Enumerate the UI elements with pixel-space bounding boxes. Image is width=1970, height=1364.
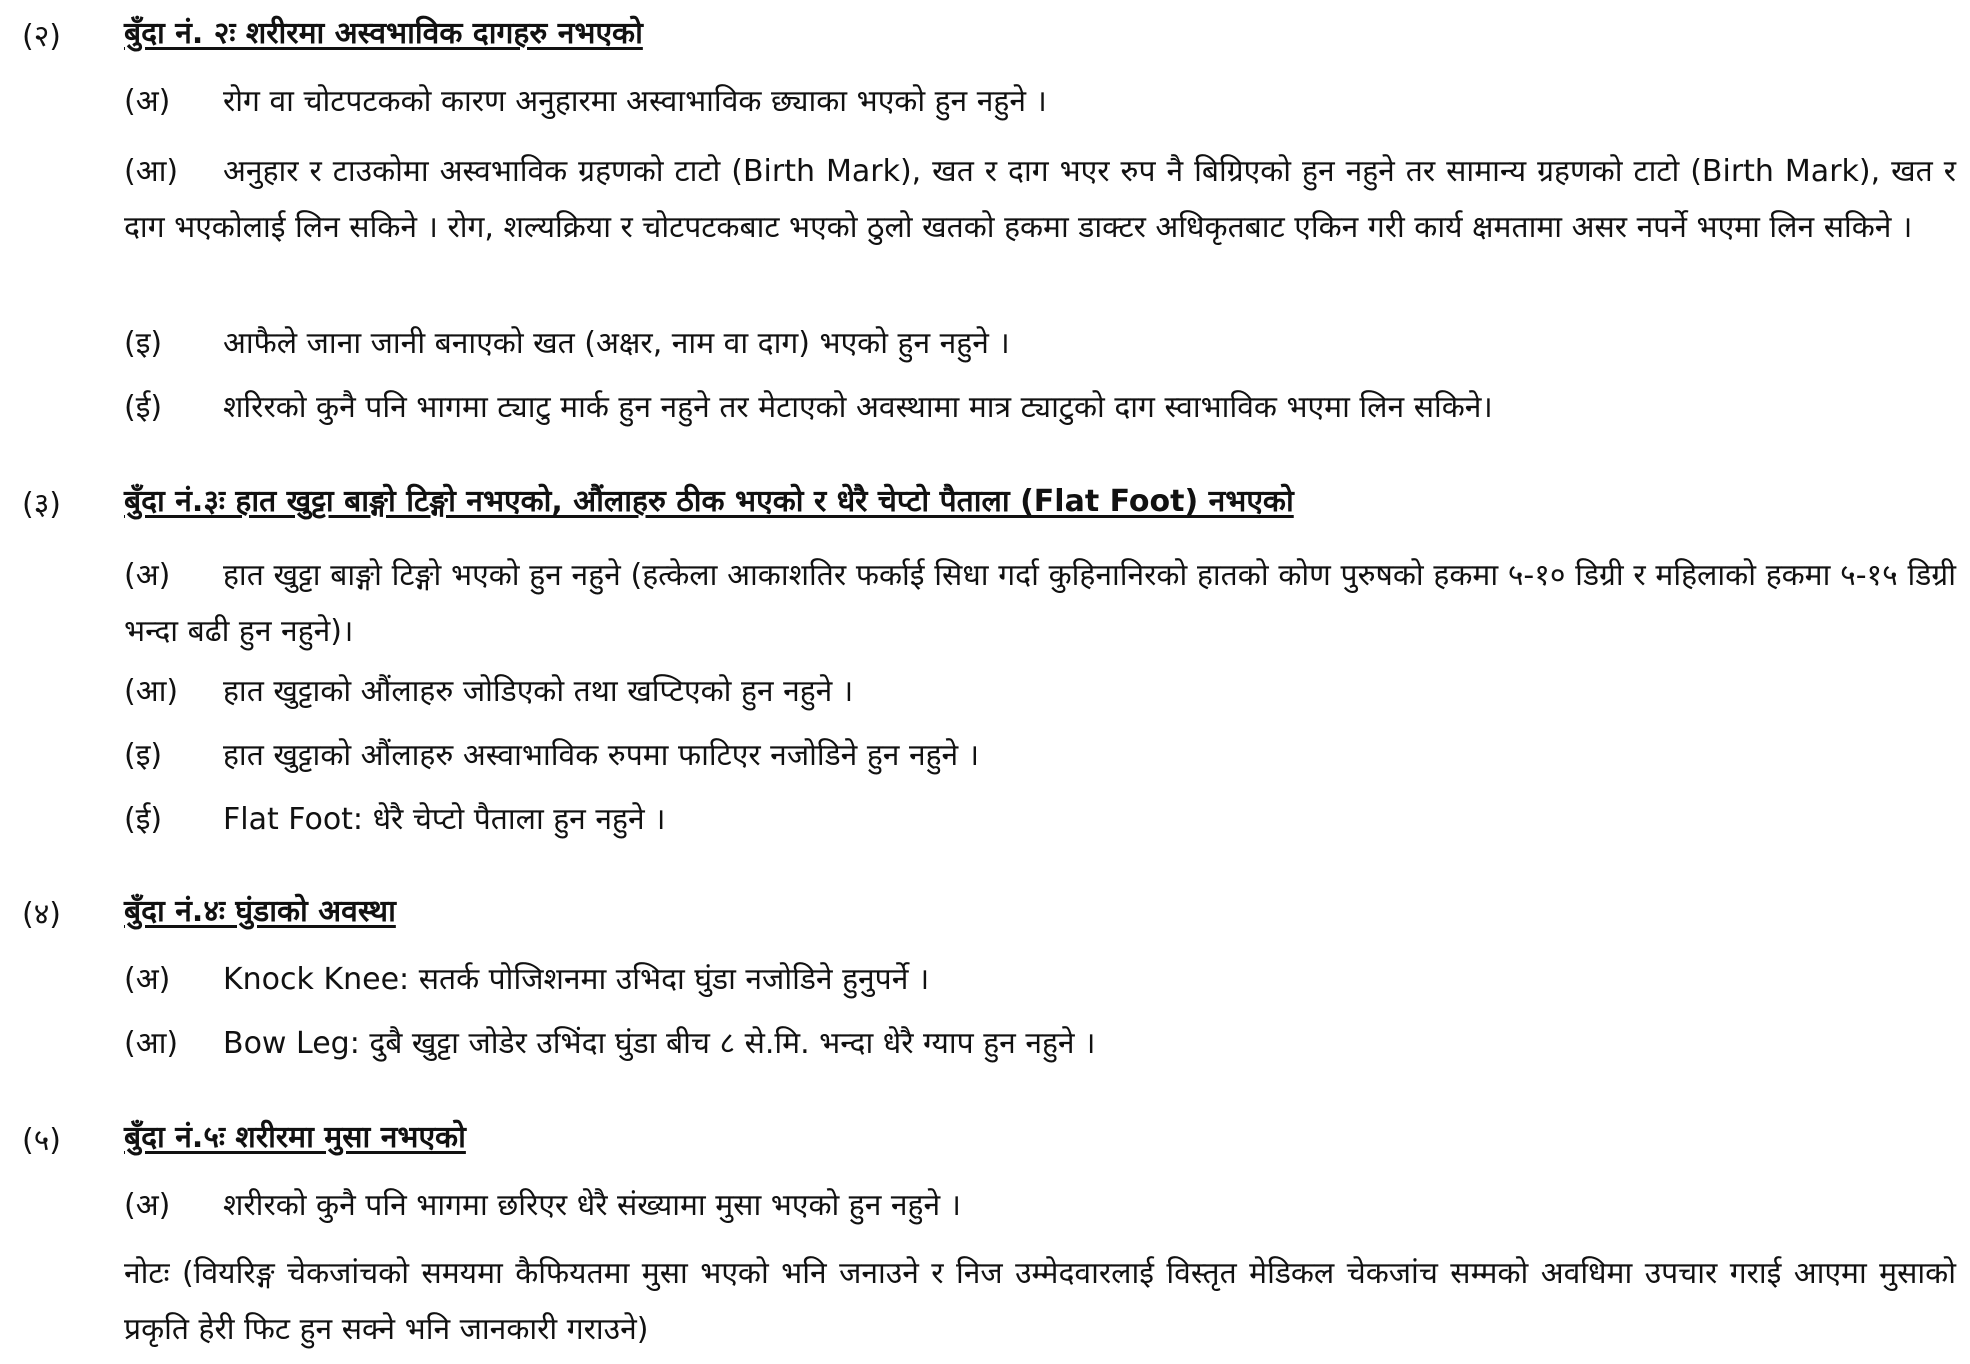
list-item xyxy=(124,1024,1949,1064)
item-text: शरीरको कुनै पनि भागमा छरिएर धेरै संख्यामा मुसा भएको हुन नहुने । xyxy=(223,1188,962,1223)
section-title: बुँदा नं.४ः घुंडाको अवस्था xyxy=(124,894,396,929)
note-text: नोटः (वियरिङ्ग चेकजांचको समयमा कैफियतमा मुसा भएको भनि जनाउने र निज उम्मेदवारलाई विस्तृत मेडिकल चेकजांच सम्मको अवधिमा उपचार गराई आएमा मुसाको प्रकृति हेरी फिट हुन सक्ने भनि जानकारी गराउने) xyxy=(124,1256,1956,1347)
section-number: (३) xyxy=(22,487,62,522)
item-label: (इ) xyxy=(124,326,163,361)
item-text: Flat Foot: धेरै चेप्टो पैताला हुन नहुने । xyxy=(223,802,666,837)
item-label: (अ) xyxy=(124,962,171,997)
list-item xyxy=(124,144,1956,256)
item-text: आफैले जाना जानी बनाएको खत (अक्षर, नाम वा दाग) भएको हुन नहुने । xyxy=(223,326,1010,361)
section-title: बुँदा नं.३ः हात खुट्टा बाङ्गो टिङ्गो नभएको, औंलाहरु ठीक भएको र धेरै चेप्टो पैताला (Flat Foot) नभएको xyxy=(124,484,1294,519)
item-text: शरिरको कुनै पनि भागमा ट्याटु मार्क हुन नहुने तर मेटाएको अवस्थामा मात्र ट्याटुको दाग स्वाभाविक भएमा लिन सकिने। xyxy=(223,390,1493,425)
item-label: (अ) xyxy=(124,1188,171,1223)
item-label: (आ) xyxy=(124,1026,179,1061)
list-item xyxy=(124,1186,1949,1226)
list-item xyxy=(124,388,1949,428)
section-2 xyxy=(0,14,1970,54)
item-text: हात खुट्टाको औंलाहरु अस्वाभाविक रुपमा फाटिएर नजोडिने हुन नहुने । xyxy=(223,738,980,773)
item-label: (अ) xyxy=(124,558,171,593)
item-text: हात खुट्टाको औंलाहरु जोडिएको तथा खप्टिएको हुन नहुने । xyxy=(223,674,854,709)
item-label: (अ) xyxy=(124,84,171,119)
section-5 xyxy=(0,1118,1970,1158)
list-item xyxy=(124,324,1949,364)
list-item xyxy=(124,548,1956,660)
section-number: (४) xyxy=(22,897,62,932)
list-item xyxy=(124,82,1949,122)
section-number: (२) xyxy=(22,19,62,54)
list-item xyxy=(124,736,1949,776)
item-label: (ई) xyxy=(124,390,163,425)
item-text: अनुहार र टाउकोमा अस्वभाविक ग्रहणको टाटो (Birth Mark), खत र दाग भएर रुप नै बिग्रिएको हुन नहुने तर सामान्य ग्रहणको टाटो (Birth Mark), खत र दाग भएकोलाई लिन सकिने । रोग, शल्यक्रिया र चोटपटकबाट भएको ठुलो खतको हकमा डाक्टर अधिकृतबाट एकिन गरी कार्य क्षमतामा असर नपर्ने भएमा लिन सकिने । xyxy=(124,154,1956,245)
section-title: बुँदा नं.५ः शरीरमा मुसा नभएको xyxy=(124,1120,466,1155)
section-4 xyxy=(0,892,1970,932)
section-number: (५) xyxy=(22,1123,62,1158)
item-label: (आ) xyxy=(124,154,179,189)
item-text: Knock Knee: सतर्क पोजिशनमा उभिदा घुंडा नजोडिने हुनुपर्ने । xyxy=(223,962,930,997)
item-text: रोग वा चोटपटकको कारण अनुहारमा अस्वाभाविक छ्याका भएको हुन नहुने । xyxy=(223,84,1047,119)
item-text: Bow Leg: दुबै खुट्टा जोडेर उभिंदा घुंडा बीच ८ से.मि. भन्दा धेरै ग्याप हुन नहुने । xyxy=(223,1026,1096,1061)
section-3 xyxy=(0,482,1970,522)
list-item xyxy=(124,960,1949,1000)
item-label: (ई) xyxy=(124,802,163,837)
item-label: (आ) xyxy=(124,674,179,709)
section-title: बुँदा नं. २ः शरीरमा अस्वभाविक दागहरु नभएको xyxy=(124,16,643,51)
list-item xyxy=(124,672,1949,712)
item-label: (इ) xyxy=(124,738,163,773)
item-text: हात खुट्टा बाङ्गो टिङ्गो भएको हुन नहुने (हत्केला आकाशतिर फर्काई सिधा गर्दा कुहिनानिरको हातको कोण पुरुषको हकमा ५-१० डिग्री र महिलाको हकमा ५-१५ डिग्री भन्दा बढी हुन नहुने)। xyxy=(124,558,1956,649)
list-item xyxy=(124,800,1949,840)
